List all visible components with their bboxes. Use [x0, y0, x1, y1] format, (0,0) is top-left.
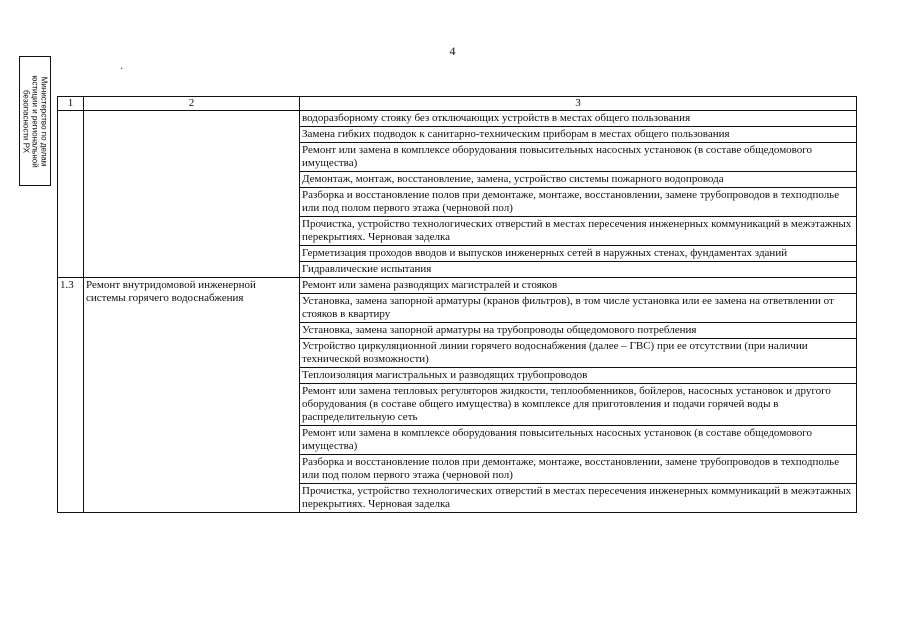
prev-section-number-cell [58, 111, 84, 278]
page-number: 4 [449, 44, 456, 58]
work-item: водоразборному стояку без отключающих устройств в местах общего пользования [300, 111, 857, 127]
work-item: Замена гибких подводок к санитарно-техническим приборам в местах общего пользования [300, 127, 857, 143]
work-item: Устройство циркуляционной линии горячего водоснабжения (далее – ГВС) при ее отсутствии (при наличии технической возможности) [300, 339, 857, 368]
work-item: Ремонт или замена в комплексе оборудования повысительных насосных установок (в составе общедомового имущества) [300, 426, 857, 455]
work-item: Демонтаж, монтаж, восстановление, замена, устройство системы пожарного водопровода [300, 172, 857, 188]
table-row [58, 278, 857, 294]
work-item: Установка, замена запорной арматуры (кранов фильтров), в том числе установка или ее замена на ответвлении от стояков в квартиру [300, 294, 857, 323]
header-col-3: 3 [300, 97, 857, 111]
work-item: Ремонт или замена в комплексе оборудования повысительных насосных установок (в составе общедомового имущества) [300, 143, 857, 172]
ministry-stamp [19, 56, 51, 186]
header-row [58, 97, 857, 111]
header-col-1: 1 [58, 97, 84, 111]
work-item: Разборка и восстановление полов при демонтаже, монтаже, восстановлении, замене трубопроводов в техподполье или под полом первого этажа (черновой пол) [300, 455, 857, 484]
work-item: Гидравлические испытания [300, 262, 857, 278]
work-item: Герметизация проходов вводов и выпусков инженерных сетей в наружных стенах, фундаментах зданий [300, 246, 857, 262]
work-item: Установка, замена запорной арматуры на трубопроводы общедомового потребления [300, 323, 857, 339]
work-item: Теплоизоляция магистральных и разводящих трубопроводов [300, 368, 857, 384]
work-item: Ремонт или замена тепловых регуляторов жидкости, теплообменников, бойлеров, насосных установок и другого оборудования (в составе общего имущества) в комплексе для приготовления и подачи горячей воды в распределительную сеть [300, 384, 857, 426]
scan-dot: · [120, 64, 124, 75]
work-item: Прочистка, устройство технологических отверстий в местах пересечения инженерных коммуникаций в межэтажных перекрытиях. Черновая заделка [300, 484, 857, 513]
works-table [57, 96, 857, 513]
work-item: Ремонт или замена разводящих магистралей и стояков [300, 278, 857, 294]
stamp-text: Министерство по делам юстиции и региональной безопасности РХ [21, 74, 49, 168]
table-row [58, 111, 857, 127]
work-item: Прочистка, устройство технологических отверстий в местах пересечения инженерных коммуникаций в межэтажных перекрытиях. Черновая заделка [300, 217, 857, 246]
header-col-2: 2 [84, 97, 300, 111]
prev-section-title-cell [84, 111, 300, 278]
work-item: Разборка и восстановление полов при демонтаже, монтаже, восстановлении, замене трубопроводов в техподполье или под полом первого этажа (черновой пол) [300, 188, 857, 217]
section-number: 1.3 [58, 278, 84, 513]
section-title: Ремонт внутридомовой инженерной системы горячего водоснабжения [84, 278, 300, 513]
